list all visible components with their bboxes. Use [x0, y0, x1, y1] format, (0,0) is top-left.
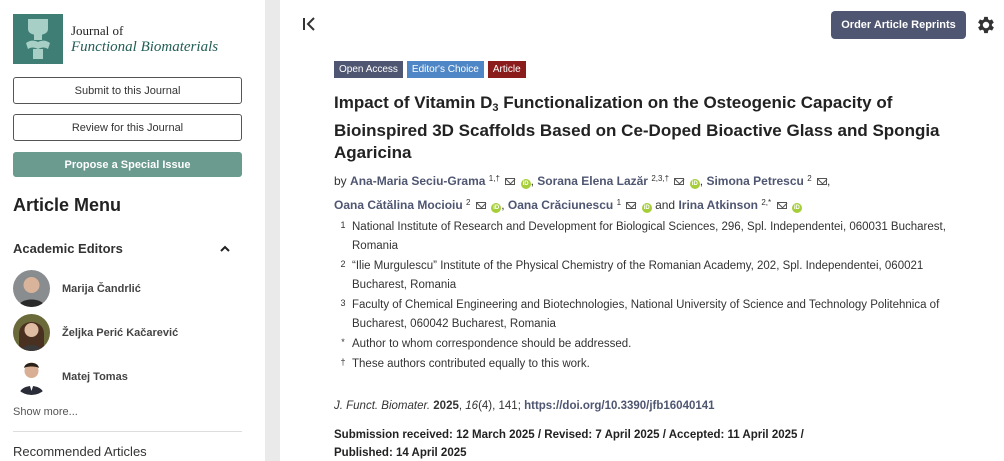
- author-link[interactable]: Sorana Elena Lazăr: [537, 174, 648, 188]
- affiliation-text: Faculty of Chemical Engineering and Biotechnologies, National University of Science and Technology Politehnica of Bucharest, 060042 Bucharest, Romania: [352, 299, 940, 330]
- publication-dates: Submission received: 12 March 2025 / Revised: 7 April 2025 / Accepted: 11 April 2025 / Published: 14 April 2025: [334, 429, 804, 459]
- sidebar-gutter: [265, 0, 280, 461]
- journal-name-line1: Journal of: [71, 23, 124, 38]
- affiliation-text: “Ilie Murgulescu” Institute of the Physical Chemistry of the Romanian Academy, 202, Spl. Independentei, 060021 Bucharest, Romania: [352, 260, 924, 291]
- title-subscript: 3: [492, 102, 499, 114]
- avatar: [13, 270, 50, 307]
- author-link[interactable]: Oana Cătălina Mocioiu: [334, 198, 463, 212]
- author-affil-mark: 1: [616, 198, 622, 207]
- divider: [13, 431, 242, 432]
- orcid-icon[interactable]: iD: [522, 181, 529, 187]
- affiliation-item: [334, 218, 964, 256]
- title-part1: Impact of Vitamin D: [334, 93, 493, 112]
- citation-rest: (4), 141;: [478, 400, 525, 412]
- email-icon[interactable]: [777, 202, 787, 209]
- show-more-link[interactable]: Show more...: [13, 406, 78, 418]
- editor-name: Marija Čandrlić: [62, 282, 141, 295]
- affiliation-item: [334, 335, 964, 354]
- and-label: and: [655, 198, 676, 212]
- email-icon[interactable]: [817, 178, 827, 185]
- editor-item[interactable]: [13, 314, 178, 351]
- gear-icon[interactable]: [975, 14, 997, 36]
- citation-volume: 16: [465, 400, 479, 412]
- author-link[interactable]: Irina Atkinson: [678, 198, 759, 212]
- affiliation-mark: 2: [340, 259, 346, 269]
- affiliation-mark: 1: [340, 220, 346, 230]
- orcid-icon[interactable]: iD: [793, 205, 800, 211]
- email-icon[interactable]: [476, 202, 486, 209]
- affiliation-text: National Institute of Research and Development for Biological Sciences, 296, Spl. Independentei, 060031 Bucharest, Romania: [352, 221, 946, 252]
- sidebar: [0, 0, 265, 461]
- article-menu-title: Article Menu: [13, 195, 122, 215]
- affiliation-mark: *: [341, 337, 345, 347]
- journal-name-line2: Functional Biomaterials: [71, 39, 219, 55]
- email-icon[interactable]: [674, 178, 684, 185]
- affiliation-item: [334, 355, 964, 374]
- doi-link[interactable]: https://doi.org/10.3390/jfb16040141: [524, 400, 715, 412]
- author-list: by Ana-Maria Seciu-Grama $^{1,\dagger}$ iD , Sorana Elena Lazăr $^{2,3,\dagger}$ iD , Simona Petrescu $^2$ , Oana Cătălina Mocioiu $^2$ iD , Oana Crăciunescu $^1$ iD and Irina Atkinson $^{2,*}$ iD: [334, 174, 831, 212]
- author-affil-mark: 1,†: [488, 174, 500, 183]
- order-reprints-button[interactable]: Order Article Reprints: [831, 11, 966, 39]
- editor-name: Željka Perić Kačarević: [62, 326, 179, 339]
- editor-item[interactable]: [13, 270, 141, 307]
- title-part2: Functionalization on the Osteogenic Capacity of Bioinspired 3D Scaffolds Based on Ce-Doped Bioactive Glass and Spongia Agaricina: [334, 93, 940, 162]
- author-affil-mark: 2: [807, 174, 812, 183]
- citation-journal: J. Funct. Biomater.: [334, 400, 431, 412]
- email-icon[interactable]: [626, 202, 636, 209]
- author-link[interactable]: Ana-Maria Seciu-Grama: [350, 174, 486, 188]
- author-link[interactable]: Simona Petrescu: [706, 174, 804, 188]
- by-label: by: [334, 174, 347, 188]
- affiliations: [334, 218, 964, 375]
- journal-logo-icon: [13, 14, 63, 64]
- affiliation-mark: †: [340, 357, 346, 367]
- author-affil-mark: 2: [466, 198, 471, 207]
- chevron-up-icon[interactable]: [219, 245, 231, 253]
- affiliation-mark: 3: [340, 298, 346, 308]
- affiliation-item: [334, 257, 964, 295]
- affiliation-text: These authors contributed equally to this work.: [352, 358, 590, 370]
- orcid-icon[interactable]: iD: [643, 205, 650, 211]
- citation: J. Funct. Biomater. 2025, 16(4), 141; https://doi.org/10.3390/jfb16040141: [334, 400, 715, 412]
- orcid-icon[interactable]: iD: [493, 205, 500, 211]
- citation-year: 2025: [433, 400, 459, 412]
- affiliation-text: Author to whom correspondence should be addressed.: [352, 338, 632, 350]
- affiliation-item: [334, 296, 964, 334]
- propose-special-issue-button[interactable]: Propose a Special Issue: [13, 152, 242, 177]
- email-icon[interactable]: [505, 178, 515, 185]
- academic-editors-header[interactable]: [13, 241, 231, 256]
- editor-item[interactable]: [13, 358, 128, 395]
- avatar: [13, 314, 50, 351]
- open-access-badge[interactable]: Open Access: [334, 61, 403, 78]
- author-affil-mark: 2,*: [761, 198, 772, 207]
- editors-choice-badge[interactable]: Editor's Choice: [407, 61, 484, 78]
- article-badges: [334, 61, 526, 78]
- collapse-sidebar-icon[interactable]: [301, 15, 319, 33]
- avatar: [13, 358, 50, 395]
- review-journal-button[interactable]: Review for this Journal: [13, 114, 242, 141]
- article-title: [334, 92, 954, 165]
- recommended-articles-link[interactable]: Recommended Articles: [13, 444, 147, 459]
- submit-journal-button[interactable]: Submit to this Journal: [13, 77, 242, 104]
- journal-logo[interactable]: [13, 14, 218, 64]
- academic-editors-title: Academic Editors: [13, 241, 123, 256]
- journal-name: [71, 23, 218, 55]
- article-type-badge: Article: [488, 61, 526, 78]
- editor-name: Matej Tomas: [62, 370, 128, 383]
- author-affil-mark: 2,3,†: [651, 174, 670, 183]
- orcid-icon[interactable]: iD: [691, 181, 698, 187]
- author-link[interactable]: Oana Crăciunescu: [507, 198, 614, 212]
